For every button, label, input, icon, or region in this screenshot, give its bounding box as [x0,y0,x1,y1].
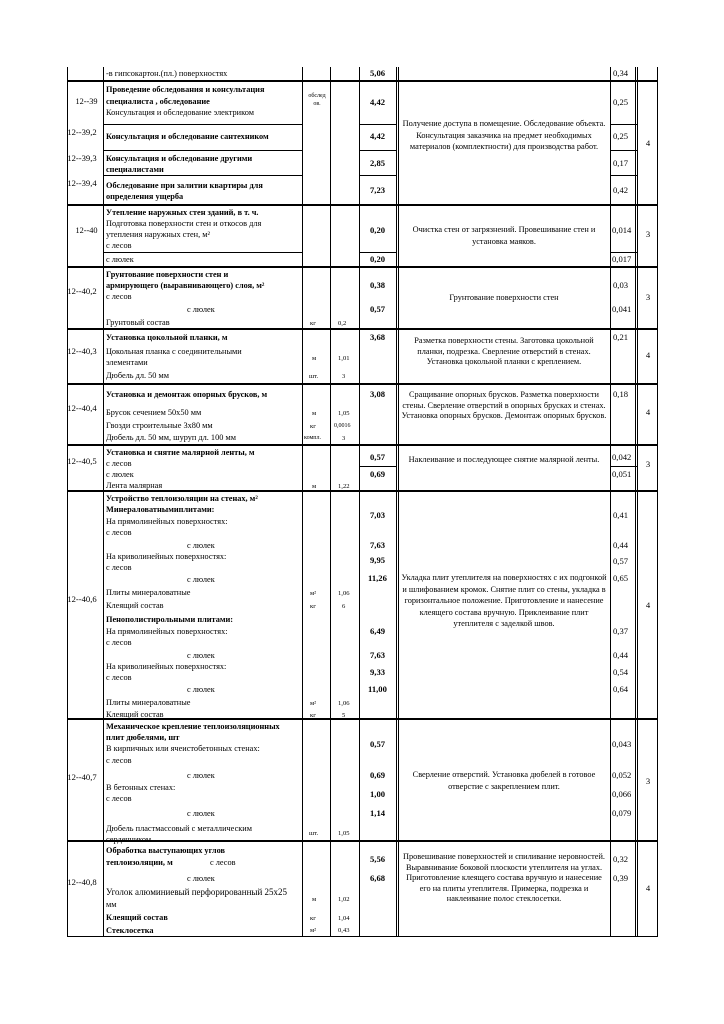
row-name: с лесов [106,459,132,468]
row-code: 12--40,6 [67,594,97,604]
norm-value: 0,38 [370,280,386,290]
row-name: с люлек [187,771,215,780]
norm-value: 7,63 [370,540,386,550]
norm-value: 0,57 [370,304,386,314]
row-name: На прямолинейных поверхностях: [106,627,228,636]
coef-value: 0,03 [613,280,629,290]
row-name: с люлек [187,651,215,660]
coef-value: 0,079 [612,808,632,818]
rank-value: 3 [645,776,651,786]
coef-value: 0,44 [613,540,629,550]
unit-value: кг [310,603,316,610]
row-name: Лента малярная [106,481,163,490]
unit-value: м² [310,700,317,707]
unit-value: м [312,896,317,903]
coef-value: 0,54 [613,667,629,677]
coef-value: 0,066 [612,789,632,799]
coef-value: 0,21 [613,332,629,342]
norm-value: 1,14 [370,808,386,818]
work-description: Очистка стен от загрязнений. Провешивание стен и установка маяков. [412,225,596,246]
unit-value: м [312,410,317,417]
row-name: мм [106,900,117,909]
row-code: 12--40 [75,226,98,235]
work-description: Разметка поверхности стены. Заготовка цокольной планки, подрезка. Сверление отверстий в стенах. Установка цокольной планки с креплением. [414,336,594,366]
unit-value: шт. [309,830,319,837]
row-name: специалиста , обследование [106,97,210,106]
work-description: Сверление отверстий. Установка дюбелей в готовое отверстие с закреплением плит. [412,770,596,791]
row-name: плит дюбелями, шт [106,733,180,742]
unit-value: кг [310,915,316,922]
row-name: теплоизоляции, м [106,858,173,867]
row-name: Утепление наружных стен зданий, в т. ч. [106,208,259,217]
rank-value: 4 [645,350,651,360]
coef-value: 0,41 [613,510,629,520]
coef-value: 0,17 [613,158,629,168]
norm-value: 0,20 [370,254,386,264]
norm-value: 6,68 [370,873,386,883]
row-name: специалистами [106,165,164,174]
rank-value: 4 [645,138,651,148]
row-name: Механическое крепление теплоизоляционных [106,722,280,731]
row-name: Цокольная планка с соединительными [106,347,242,356]
row-name: Консультация и обследование другими [106,154,253,163]
row-name: Клеящий состав [106,913,168,922]
coef-value: 0,65 [613,573,629,583]
work-description: Сращивание опорных брусков. Разметка поверхности стены. Сверление отверстий в опорных брусках и стенах. Установка опорных брусков. Демонтаж опорных брусков. [401,390,607,420]
coef-value: 0,18 [613,389,629,399]
row-name: с лесов [106,638,132,647]
count-value: 1,05 [338,830,350,837]
unit-value: м [312,355,317,362]
coef-value: 0,051 [612,469,632,479]
row-name: Установка цокольной планки, м [106,333,228,342]
work-description: Грунтование поверхности стен [449,293,559,302]
count-value: 3 [342,435,346,442]
work-description: Получение доступа в помещение. Обследование объекта. Консультация заказчика на предмет необходимых материалов (комплектности) для производства работ. [402,119,606,151]
unit-value: кг [310,712,316,719]
rank-value: 3 [645,292,651,302]
row-name: Консультация и обследование сантехником [106,132,269,141]
row-name: с лесов [106,673,132,682]
coef-value: 0,25 [613,131,629,141]
row-name: с лесов [106,241,132,250]
norm-value: 3,08 [370,389,386,399]
row-name: Клеящий состав [106,601,164,610]
count-value: 1,01 [338,355,350,362]
row-name: утепления наружных стен, м² [106,230,210,239]
coef-value: 0,041 [612,304,632,314]
coef-value: 0,37 [613,626,629,636]
norm-value: 3,68 [370,332,386,342]
coef-value: 0,017 [612,254,632,264]
row-name: с люлек [187,575,215,584]
row-name: Грунтовый состав [106,318,170,327]
norm-value: 0,69 [370,469,386,479]
row-code: 12--39 [75,97,98,106]
norm-value: 5,56 [370,854,386,864]
norm-value: 4,42 [370,97,386,107]
row-name: Плиты минераловатные [106,588,191,597]
coef-value: 0,34 [613,68,629,78]
coef-value: 0,014 [612,225,632,235]
row-name: Установка и демонтаж опорных брусков, м [106,390,268,399]
row-name: На прямолинейных поверхностях: [106,517,228,526]
norm-value: 0,20 [370,225,386,235]
norm-value: 9,95 [370,555,386,565]
norm-value: 4,42 [370,131,386,141]
norm-value: 1,00 [370,789,386,799]
row-name: Брусок сечением 50х50 мм [106,408,202,417]
norm-value: 5,06 [370,68,386,78]
row-name: Консультация и обследование электриком [106,108,254,117]
unit-value: м² [310,590,317,597]
unit-value: обслед ов. [308,93,326,107]
row-name: с люлек [187,874,215,883]
rank-value: 3 [645,459,651,469]
row-code: 12--40,5 [67,456,97,466]
row-name: Пенополистирольными плитами: [106,615,234,624]
count-value: 1,02 [338,896,350,903]
count-value: 0,2 [338,320,347,327]
row-code: 12--40,4 [67,403,97,413]
count-value: 1,22 [338,483,350,490]
row-code: 12--39,3 [67,153,97,163]
unit-value: шт. [309,373,319,380]
row-name: с люлек [106,470,134,479]
rank-value: 3 [645,229,651,239]
norm-value: 7,03 [370,510,386,520]
row-name: Клеящий состав [106,710,164,719]
row-name: Плиты минераловатные [106,698,191,707]
norm-value: 0,57 [370,739,386,749]
row-code: 12--40,7 [67,772,97,782]
row-name: с люлек [187,809,215,818]
row-name: Обследование при залитии квартиры для [106,181,263,190]
norm-value: 7,63 [370,650,386,660]
rank-value: 4 [645,883,651,893]
row-name: с люлек [187,541,215,550]
norm-value: 11,26 [368,573,387,583]
row-name: с лесов [210,858,236,867]
count-value: 1,05 [338,410,350,417]
row-name: определения ущерба [106,192,184,201]
row-code: 12--40,8 [67,877,97,887]
row-name: с лесов [106,794,132,803]
coef-value: 0,57 [613,556,629,566]
rank-value: 4 [645,407,651,417]
row-name: -в гипсокартон.(пл.) поверхностях [106,69,228,78]
row-name: армирующего (выравнивающего) слоя, м² [106,281,265,290]
norm-value: 2,85 [370,158,386,168]
row-name: Подготовка поверхности стен и откосов для [106,219,262,228]
unit-value: м [312,483,317,490]
coef-value: 0,39 [613,873,629,883]
unit-value: м² [310,927,317,934]
count-value: 5 [342,712,346,719]
row-name: Дюбель дл. 50 мм [106,371,170,380]
work-description: Укладка плит утеплителя на поверхностях с их подгонкой и шлифованием кромок. Снятие плит со стены, укладка в горизонтальное положение. Приготовление и нанесение клеящего состава вручную. Приклеивание плит утеплителя с заделкой швов. [401,573,607,628]
row-name: с лесов [106,563,132,572]
row-name: Обработка выступающих углов [106,846,225,855]
unit-value: кг [310,320,316,327]
row-name: Минераловатнымиплитами: [106,505,215,514]
row-name: Грунтование поверхности стен и [106,270,229,279]
coef-value: 0,042 [612,452,632,462]
row-name: с люлек [106,255,134,264]
coef-value: 0,32 [613,854,629,864]
coef-value: 0,052 [612,770,632,780]
row-name: с лесов [106,756,132,765]
unit-value: кг [310,423,316,430]
count-value: 1,06 [338,700,350,707]
row-code: 12--40,3 [67,346,97,356]
row-name: Установка и снятие малярной ленты, м [106,448,255,457]
row-code: 12--39,2 [67,127,97,137]
count-value: 6 [342,603,346,610]
norm-value: 7,23 [370,185,386,195]
coef-value: 0,64 [613,684,629,694]
norm-value: 0,69 [370,770,386,780]
work-description: Наклеивание и последующее снятие малярной ленты. [408,455,600,464]
row-name: с лесов [106,292,132,301]
row-name: Стеклосетка [106,926,154,935]
row-name: Дюбель дл. 50 мм, шуруп дл. 100 мм [106,433,236,442]
row-code: 12--40,2 [67,286,97,296]
coef-value: 0,043 [612,739,632,749]
count-value: 1,04 [338,915,350,922]
count-value: 0,0016 [334,423,351,429]
row-name: На криволинейных поверхностях: [106,552,227,561]
rank-value: 4 [645,600,651,610]
row-name: с лесов [106,528,132,537]
unit-value: компл. [304,435,321,441]
row-name: с люлек [187,305,215,314]
coef-value: 0,42 [613,185,629,195]
norm-value: 6,49 [370,626,386,636]
row-name: Проведение обследования и консультация [106,85,265,94]
row-name: На криволинейных поверхностях: [106,662,227,671]
norm-value: 9,33 [370,667,386,677]
coef-value: 0,25 [613,97,629,107]
row-name: В кирпичных или ячеистобетонных стенах: [106,744,260,753]
coef-value: 0,44 [613,650,629,660]
row-name: с люлек [187,685,215,694]
row-name: элементами [106,358,148,367]
row-name: сердечником [106,835,152,844]
row-name: Гвозди строительные 3х80 мм [106,421,213,430]
count-value: 0,43 [338,927,350,934]
row-code: 12--39,4 [67,178,97,188]
count-value: 1,06 [338,590,350,597]
norm-value: 0,57 [370,452,386,462]
row-name: Устройство теплоизоляции на стенах, м² [106,494,258,503]
row-name: В бетонных стенах: [106,783,176,792]
norm-value: 11,00 [368,684,387,694]
work-description: Провешивание поверхностей и спиливание неровностей. Выравнивание боковой плоскости утеплителя на углах. Приготовление клеящего состава вручную и нанесение его на плиты утеплителя. Примерка, подрезка и наклеивание полос стеклосетки. [403,852,605,903]
count-value: 3 [342,373,346,380]
row-name: Дюбель пластмассовый с металлическим [106,824,252,833]
row-name: Уголок алюминиевый перфорированный 25х25 [106,887,288,897]
